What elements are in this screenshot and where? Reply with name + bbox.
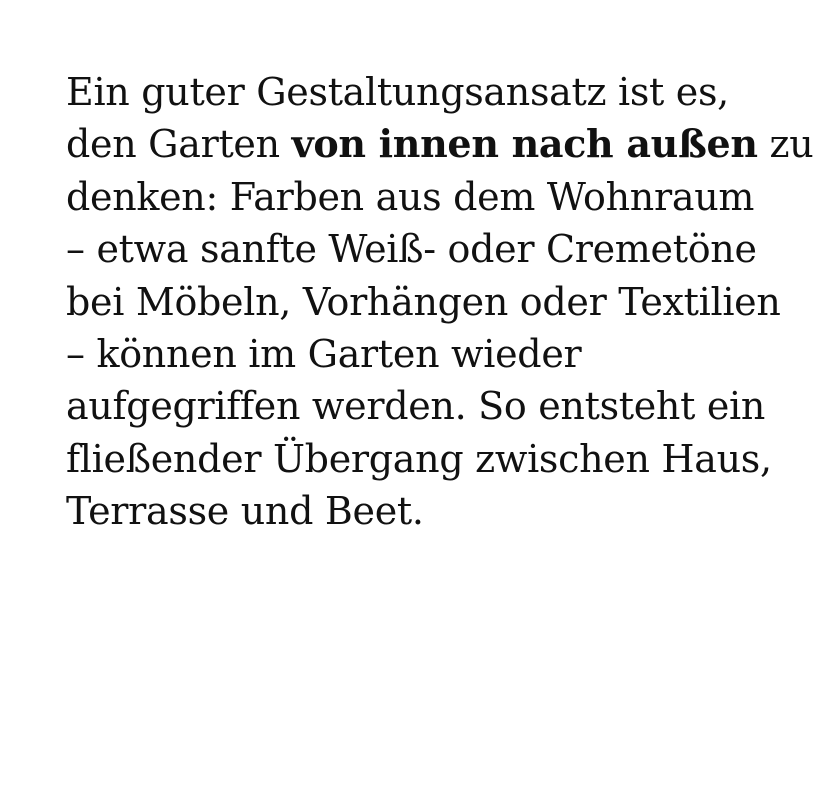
body-paragraph xyxy=(66,66,813,538)
text-line-1: Ein guter Gestaltungsansatz ist es, xyxy=(66,70,729,114)
emphasized-text: von innen nach außen xyxy=(291,121,758,167)
text-line-4: – etwa sanfte Weiß- oder Cremetöne xyxy=(66,227,757,272)
text-line-9: Terrasse und Beet. xyxy=(66,489,424,534)
text-line-7: aufgegriffen werden. So entsteht ein xyxy=(66,384,766,429)
text-line-3: denken: Farben aus dem Wohnraum xyxy=(66,174,755,219)
text-line-2 xyxy=(66,118,813,170)
text-line-2-end: zu xyxy=(757,122,813,167)
text-line-2-start: den Garten xyxy=(66,122,292,167)
text-line-8: fließender Übergang zwischen Haus, xyxy=(66,436,772,481)
text-line-6: – können im Garten wieder xyxy=(66,332,582,377)
text-line-5: bei Möbeln, Vorhängen oder Textilien xyxy=(66,279,781,324)
